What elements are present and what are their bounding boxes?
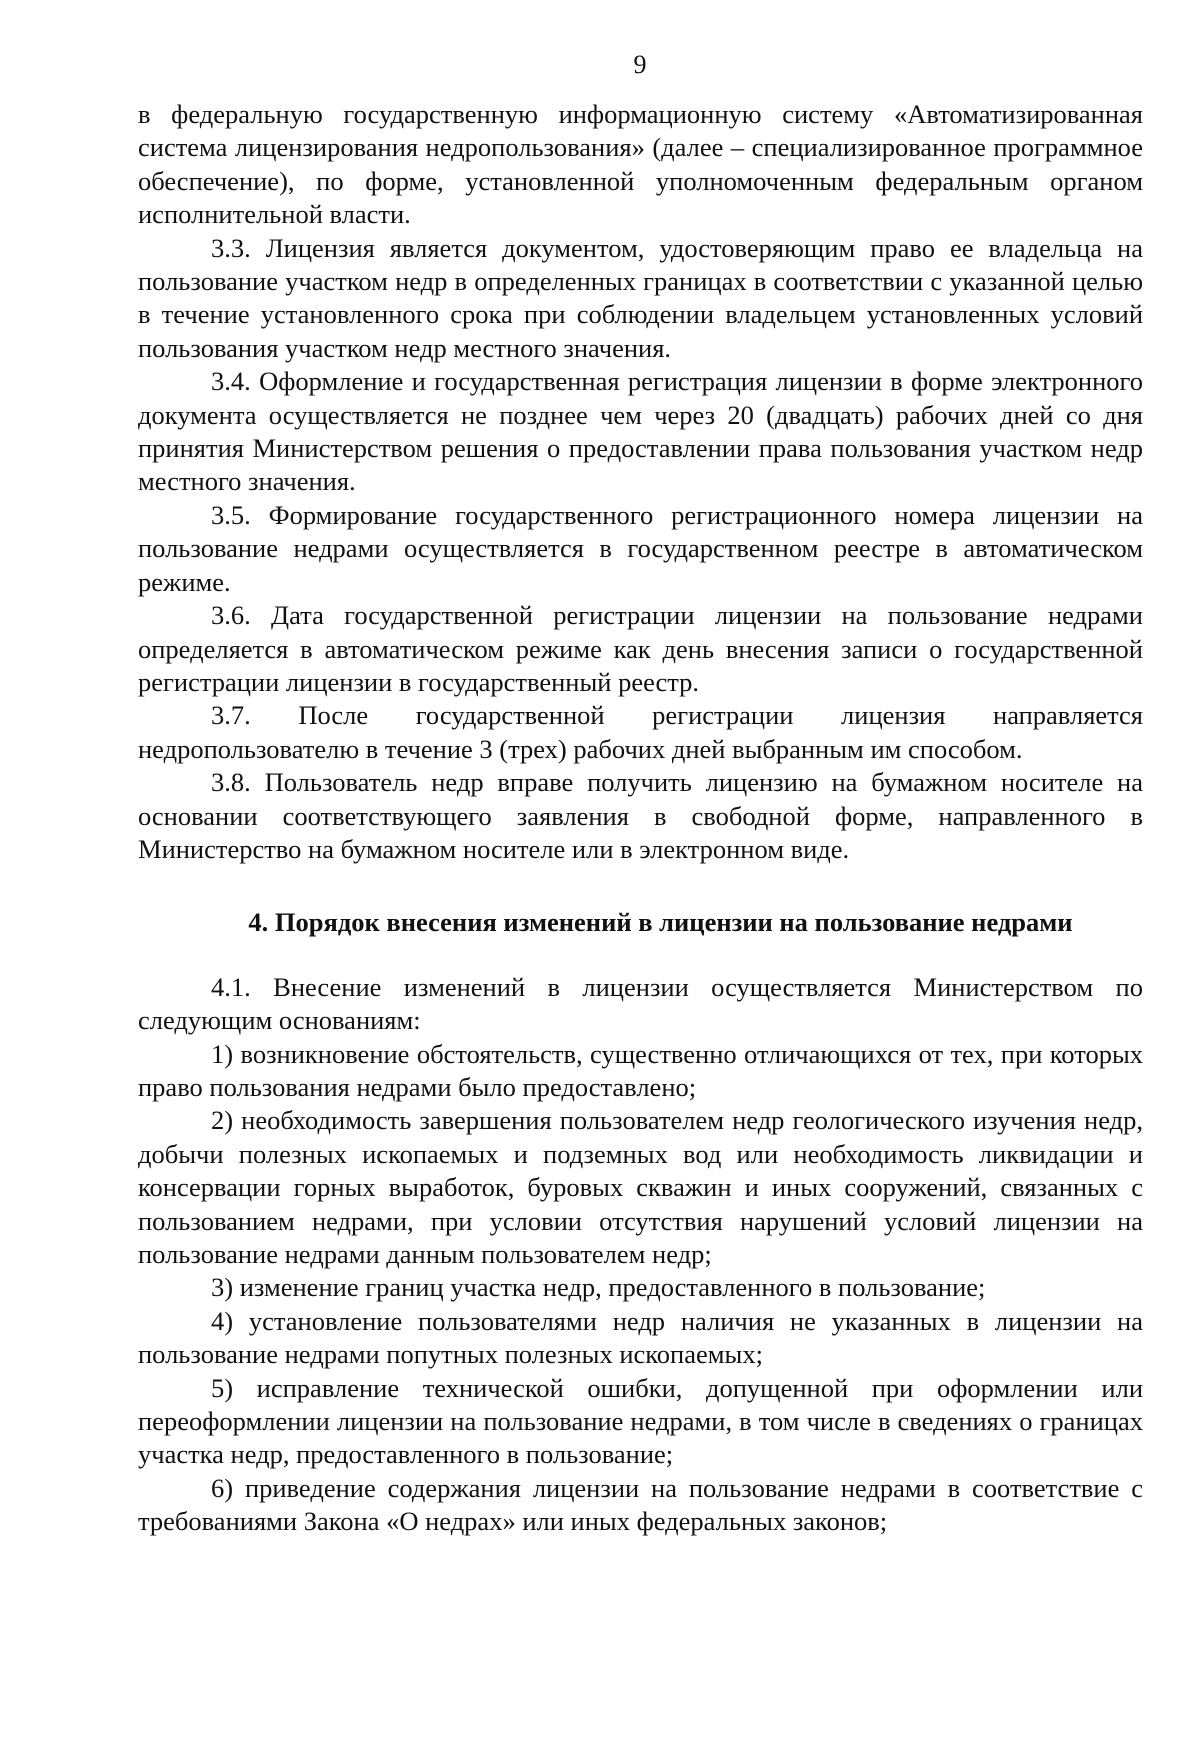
paragraph-3-7: 3.7. После государственной регистрации лицензия направляется недропользователю в течение 3 (трех) рабочих дней выбранным им способом. xyxy=(138,700,1143,764)
list-item-6: 6) приведение содержания лицензии на пользование недрами в соответствие с требованиями Закона «О недрах» или иных федеральных законов; xyxy=(138,1472,1143,1537)
list-item-1: 1) возникновение обстоятельств, существенно отличающихся от тех, при которых право пользования недрами было предоставлено; xyxy=(138,1038,1143,1102)
paragraph-3-4: 3.4. Оформление и государственная регистрация лицензии в форме электронного документа осуществляется не позднее чем через 20 (двадцать) рабочих дней со дня принятия Министерством решения о предоставлении права пользования участком недр местного значения. xyxy=(138,366,1143,497)
section-heading-4: 4. Порядок внесения изменений в лицензии на пользование недрами xyxy=(248,907,1073,938)
paragraph-3-3: 3.3. Лицензия является документом, удостоверяющим право ее владельца на пользование участком недр в определенных границах в соответствии с указанной целью в течение установленного срока при соблюдении владельцем установленных условий пользования участком недр местного значения. xyxy=(138,232,1143,363)
document-body xyxy=(138,98,1143,1539)
list-item-4: 4) установление пользователями недр наличия не указанных в лицензии на пользование недрами попутных полезных ископаемых; xyxy=(138,1305,1143,1370)
paragraph-3-5: 3.5. Формирование государственного регистрационного номера лицензии на пользование недрами осуществляется в государственном реестре в автоматическом режиме. xyxy=(138,499,1143,597)
paragraph-intro: в федеральную государственную информационную систему «Автоматизированная система лицензирования недропользования» (далее – специализированное программное обеспечение), по форме, установленной уполномоченным федеральным органом исполнительной власти. xyxy=(138,99,1143,230)
paragraph-4-1: 4.1. Внесение изменений в лицензии осуществляется Министерством по следующим основаниям: xyxy=(138,971,1143,1036)
list-item-5: 5) исправление технической ошибки, допущенной при оформлении или переоформлении лицензии на пользование недрами, в том числе в сведениях о границах участка недр, предоставленного в пользование; xyxy=(138,1372,1143,1470)
paragraph-3-6: 3.6. Дата государственной регистрации лицензии на пользование недрами определяется в автоматическом режиме как день внесения записи о государственной регистрации лицензии в государственный реестр. xyxy=(138,600,1143,697)
list-item-2: 2) необходимость завершения пользователем недр геологического изучения недр, добычи полезных ископаемых и подземных вод или необходимость ликвидации и консервации горных выработок, буровых скважин и иных сооружений, связанных с пользованием недрами, при условии отсутствия нарушений условий лицензии на пользование недрами данным пользователем недр; xyxy=(138,1105,1143,1269)
paragraph-3-8: 3.8. Пользователь недр вправе получить лицензию на бумажном носителе на основании соответствующего заявления в свободной форме, направленного в Министерство на бумажном носителе или в электронном виде. xyxy=(138,767,1143,864)
list-item-3: 3) изменение границ участка недр, предоставленного в пользование; xyxy=(211,1272,986,1303)
page-number: 9 xyxy=(633,50,647,79)
